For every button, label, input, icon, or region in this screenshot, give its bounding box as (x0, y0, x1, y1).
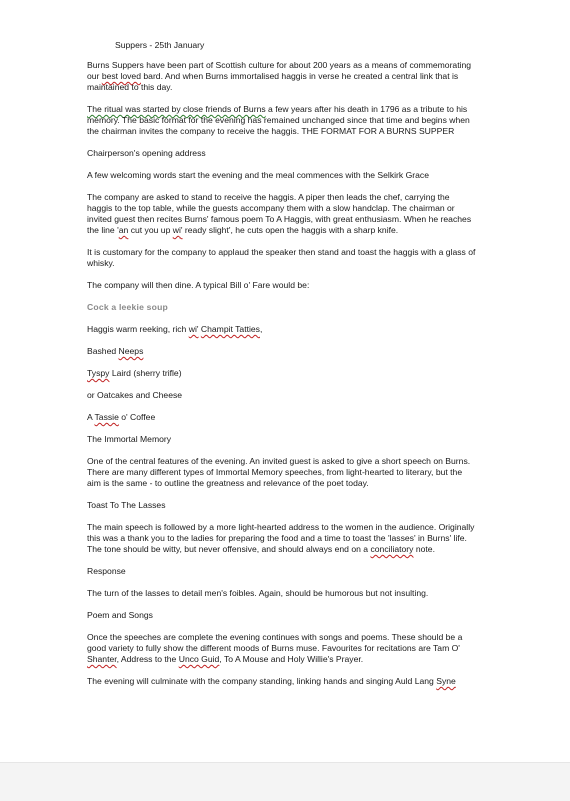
text-run: Burns Suppers have been part of Scottish culture for about 200 years as a means of commemorating our (87, 60, 472, 81)
text-run: cut you up (128, 225, 173, 235)
menu-item-haggis (87, 324, 477, 335)
paragraph-dine: The company will then dine. A typical Bill o' Fare would be: (87, 280, 310, 290)
spelling-flag: Syne (436, 676, 456, 686)
text-run: The evening will culminate with the company standing, linking hands and singing Auld Lang (87, 676, 437, 686)
text-run: The company are asked to stand to receive the haggis. A piper then leads the chef, carrying the haggis to the top table, while the guests accompany them with a slow handclap. The chairman or invited guest then recites Burns' famous poem To A Haggis, with great enthusiasm. When he reaches the line ' (87, 192, 472, 235)
spelling-flag: Shanter (87, 654, 117, 664)
spelling-flag: Champit Tatties (200, 324, 260, 334)
spelling-flag: Neeps (118, 346, 144, 356)
paragraph-memory: One of the central features of the evening. An invited guest is asked to give a short speech on Burns. There are many different types of Immortal Memory speeches, from light-hearted to literary, but the aim is the same - to outline the greatness and relevance of the poet today. (87, 456, 471, 488)
spelling-flag: Tyspy (87, 368, 110, 378)
text-run: , (259, 324, 263, 334)
heading-opening-address: Chairperson's opening address (87, 148, 206, 158)
document-title: Suppers - 25th January (115, 40, 205, 50)
paragraph-intro (87, 60, 477, 93)
heading-poem-songs: Poem and Songs (87, 610, 153, 620)
text-run: o' Coffee (118, 412, 156, 422)
text-run: , Address to the (116, 654, 179, 664)
document-body (87, 40, 477, 698)
menu-item-coffee (87, 412, 477, 423)
text-run: Bashed (87, 346, 119, 356)
paragraph-welcome: A few welcoming words start the evening and the meal commences with the Selkirk Grace (87, 170, 429, 180)
paragraph-response: The turn of the lasses to detail men's foibles. Again, should be humorous but not insulting. (87, 588, 429, 598)
paragraph-poems (87, 632, 477, 665)
paragraph-closing (87, 676, 477, 687)
spelling-flag: best loved (101, 71, 141, 81)
text-run: The main speech is followed by a more light-hearted address to the women in the audience. Originally this was a thank you to the ladies for preparing the food and a time to toast the 'lasses' in Burns' life. The tone should be witty, but never offensive, and should always end on a (87, 522, 475, 554)
heading-immortal-memory: The Immortal Memory (87, 434, 172, 444)
heading-toast-lasses: Toast To The Lasses (87, 500, 166, 510)
menu-item-oatcakes: or Oatcakes and Cheese (87, 390, 183, 400)
paragraph-toast (87, 522, 477, 555)
grammar-flag: The ritual was started by close friends of Burns (87, 104, 266, 114)
heading-response: Response (87, 566, 126, 576)
spelling-flag: wi' (188, 324, 199, 334)
menu-item-soup: Cock a leekie soup (87, 302, 168, 312)
paragraph-haggis (87, 192, 477, 236)
spelling-flag: conciliatory (370, 544, 414, 554)
text-run: Laird (sherry trifle) (109, 368, 182, 378)
spelling-flag: wi' (172, 225, 183, 235)
text-run: A (87, 412, 95, 422)
text-run: ready slight', he cuts open the haggis with a sharp knife. (182, 225, 399, 235)
spelling-flag: Unco Guid (178, 654, 220, 664)
text-run: , To A Mouse and Holy Willie's Prayer. (219, 654, 364, 664)
text-run: a few years after his death in 1796 as a tribute to his memory. The basic format for the evening has remained unchanged since that time and begins when the chairman invites the company to receive the haggis. THE FORMAT FOR A BURNS SUPPER (87, 104, 470, 136)
spelling-flag: an (118, 225, 129, 235)
paragraph-ritual (87, 104, 477, 137)
spelling-flag: Tassie (94, 412, 119, 422)
text-run: bard. And when Burns immortalised haggis in verse he created a central link that is maintained to this day. (87, 71, 459, 92)
text-run: Once the speeches are complete the evening continues with songs and poems. These should be a good variety to fully show the different moods of Burns muse. Favourites for recitations are Tam O' (87, 632, 463, 653)
text-run: note. (413, 544, 435, 554)
paragraph-applaud: It is customary for the company to applaud the speaker then stand and toast the haggis with a glass of whisky. (87, 247, 476, 268)
text-run: Haggis warm reeking, rich (87, 324, 189, 334)
page-bottom-margin (0, 762, 570, 801)
menu-item-neeps (87, 346, 477, 357)
menu-item-laird (87, 368, 477, 379)
